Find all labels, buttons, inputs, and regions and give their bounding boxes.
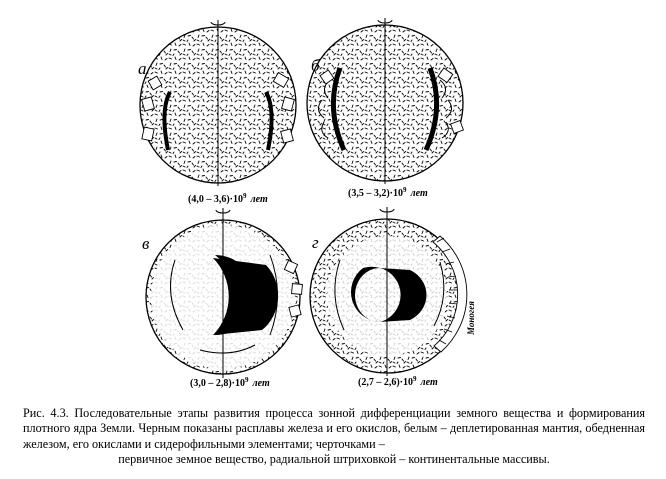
- panel-v: [142, 208, 302, 389]
- panel-label-a: а: [138, 59, 147, 78]
- panel-label-v: в: [142, 234, 150, 253]
- figure-caption: [23, 406, 645, 467]
- panel-b: [307, 18, 463, 199]
- panel-a: [138, 20, 296, 205]
- age-label-v: $(3,0 - 2,8)\cdot 10^9$ лет: [190, 376, 270, 389]
- panel-label-b: б: [311, 56, 320, 75]
- panel-label-g: г: [312, 233, 319, 252]
- age-label-g: $(2,7 - 2,6)\cdot 10^9$ лет: [358, 375, 438, 388]
- panel-g: [310, 207, 476, 388]
- side-label-monogea: Моногея: [466, 301, 476, 335]
- age-label-b: $(3,5 - 3,2)\cdot 10^9$ лет: [348, 186, 428, 199]
- caption-text: Рис. 4.3. Последовательные этапы развития процесса зонной дифференциации земного вещества и формирования плотного ядра Земли. Черным показаны расплавы железа и его окислов, белым – деплетированная мантия, обедненная железом, его окислами и сидерофильными элементами; черточками –: [23, 406, 645, 451]
- caption-text-last-line: первичное земное вещество, радиальной штриховкой – континентальные массивы.: [118, 451, 550, 466]
- age-label-a: $(4,0 - 3,6)\cdot 10^9$ лет: [188, 192, 268, 205]
